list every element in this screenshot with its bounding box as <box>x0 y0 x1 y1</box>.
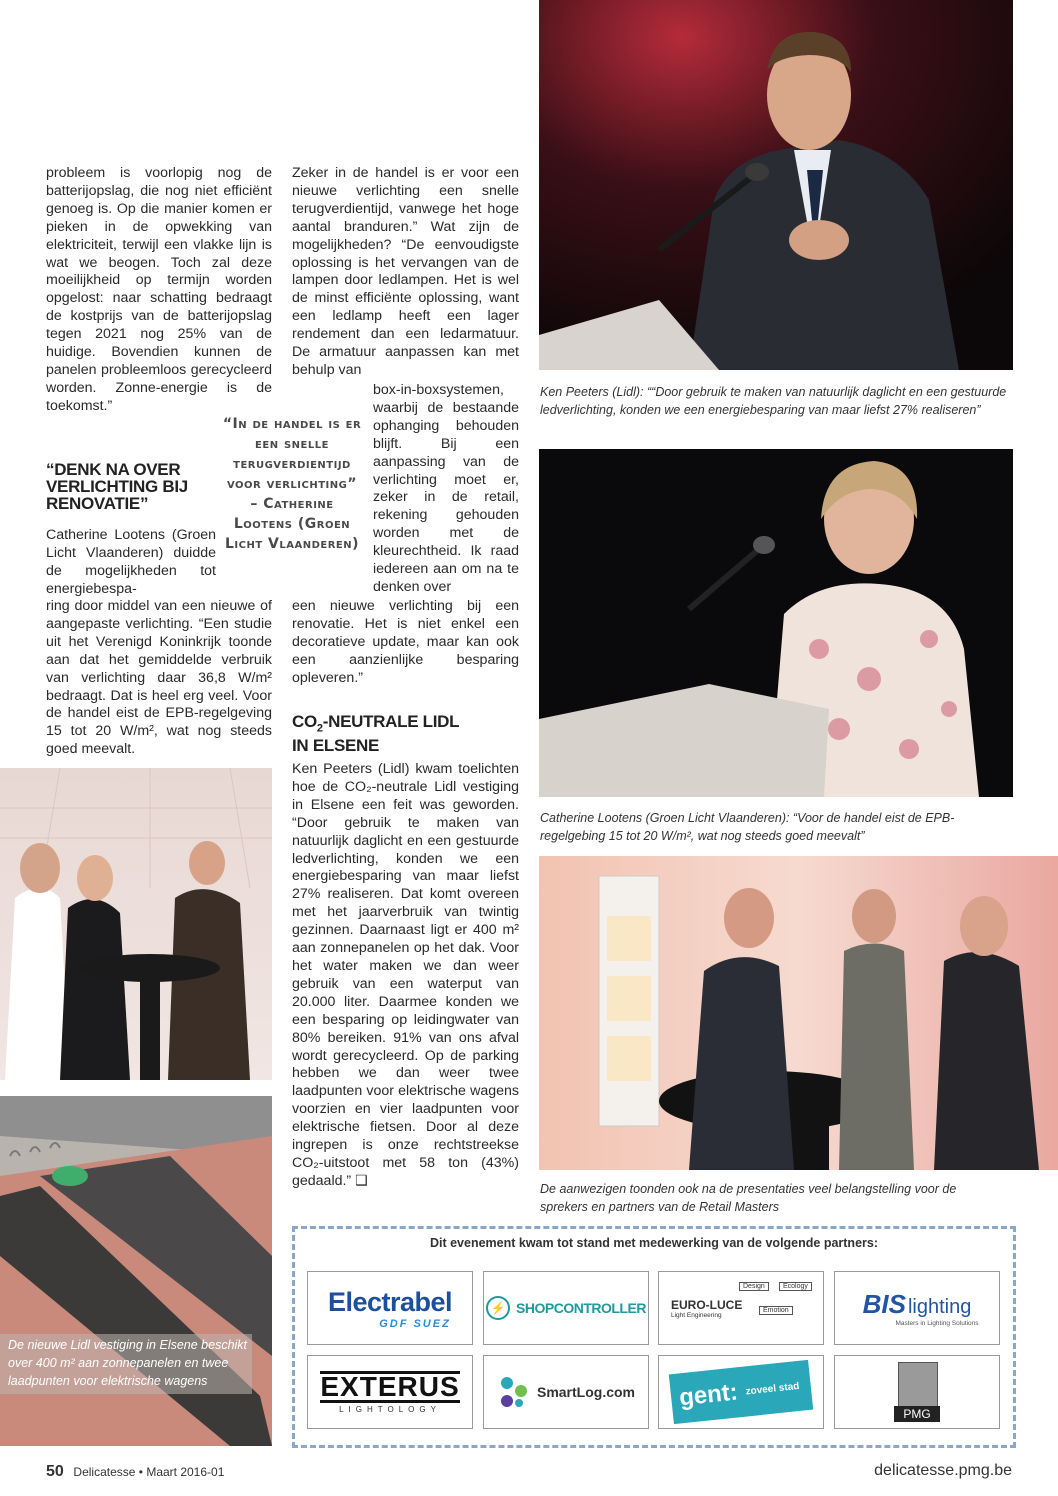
gent-mark <box>669 1360 813 1424</box>
col2-heading-post: -NEUTRALE LIDL IN ELSENE <box>292 712 459 756</box>
lightning-icon: ⚡ <box>486 1296 510 1320</box>
bis-mark <box>863 1289 972 1320</box>
col1-para1 <box>46 165 272 416</box>
exterus-sub: LIGHTOLOGY <box>339 1404 441 1414</box>
euroluce-ecology: Ecology <box>779 1282 812 1291</box>
pull-quote <box>222 414 362 554</box>
logo-smartlog <box>483 1355 649 1429</box>
shopcontroller-wordmark: SHOPCONTROLLER <box>516 1300 646 1316</box>
caption-group <box>540 1180 1000 1216</box>
logo-shopcontroller <box>483 1271 649 1345</box>
euroluce-emotion: Emotion <box>759 1306 793 1315</box>
col2-para1-rest-text: een nieuwe verlichting bij een renovatie. Het is niet enkel een decoratieve update, maar kan ook een aanzienlijke besparing opleveren.” <box>292 598 519 686</box>
col1-para2-top-text: Catherine Lootens (Groen Licht Vlaanderen) duidde de mogelijkheden tot energiebespa- <box>46 527 216 597</box>
col2-para1-rest <box>292 598 519 688</box>
exterus-wordmark: EXTERUS <box>320 1370 460 1402</box>
partners-title: Dit evenement kwam tot stand met medewerking van de volgende partners: <box>429 1236 879 1250</box>
smartlog-wordmark: SmartLog.com <box>536 1384 635 1400</box>
col2-heading-pre: CO <box>292 712 317 731</box>
bis-wordmark: BIS <box>862 1289 906 1319</box>
logo-electrabel <box>307 1271 473 1345</box>
logo-exterus <box>307 1355 473 1429</box>
col1-para1-text: probleem is voorlopig nog de batterijopslag, die nog niet efficiënt genoeg is. Op die manier komen er pieken in de opwekking van elektriciteit, terwijl een vlakke lijn is wat we beogen. Toch zal deze moeilijkheid op termijn worden opgelost: naar schatting bedraagt de kostprijs van de batterijopslag tegen 2021 nog 25% van de huidige. Bovendien kunnen de panelen probleemloos gerecycleerd worden. Zonne-energie is de toekomst.” <box>46 165 272 414</box>
footer-website[interactable] <box>874 1462 1012 1480</box>
col1-para2-top <box>46 527 216 599</box>
photo-networking <box>0 768 272 1080</box>
pmg-mark <box>894 1362 940 1422</box>
col2-para1-narrow <box>373 382 519 597</box>
electrabel-sub: GDF SUEZ <box>379 1317 451 1330</box>
col2-heading <box>292 713 472 754</box>
col2-para1-top-text: Zeker in de handel is er voor een nieuwe verlichting een snelle terugverdientijd, vanwege het hoge aantal branduren.” Wat zijn de mogelijkheden? “De eenvoudigste oplossing is het vervangen van de lampen door ledlampen. Het is wel de minst efficiënte oplossing, want een ledlamp heeft een lager rendement dan een ledarmatuur. De armatuur aanpassen kan met behulp van <box>292 165 519 378</box>
caption-catherine-text: Catherine Lootens (Groen Licht Vlaanderen): “Voor de handel eist de EPB-regelgebing 15 tot 20 W/m², wat nog steeds goed meevalt” <box>540 811 955 843</box>
euroluce-design: Design <box>739 1282 769 1291</box>
caption-catherine <box>540 809 1010 845</box>
col2-para1-narrow-text: box-in-boxsystemen, waarbij de bestaande ophanging behouden blijft. Bij een aanpassing van de verlichting moet er, zeker in de retail, rekening gehouden worden met de kleurechtheid. Ik raad iedereen aan om na te denken over <box>373 382 519 595</box>
publication-info: Delicatesse • Maart 2016-01 <box>73 1465 225 1479</box>
website-link[interactable]: delicatesse.pmg.be <box>874 1462 1012 1479</box>
col1-para2-rest-text: ring door middel van een nieuwe of aangepaste verlichting. “Een studie uit het Verenigd Koninkrijk toonde aan dat het gemiddelde verbruik van verlichting daar 36,8 W/m² bedraagt. Dat is heel erg veel. Voor de handel eist de EPB-regelgeving 15 tot 20 W/m², wat nog steeds goed meevalt. <box>46 598 272 758</box>
caption-parking-text: De nieuwe Lidl vestiging in Elsene beschikt over 400 m² aan zonnepanelen en twee laadpunten voor elektrische wagens <box>8 1338 248 1388</box>
photo-group <box>539 856 1058 1170</box>
euroluce-sub: Light Engineering <box>671 1312 722 1319</box>
bis-lighting-wordmark: lighting <box>907 1296 972 1318</box>
footer-left <box>46 1463 224 1481</box>
partners-box <box>292 1226 1016 1448</box>
electrabel-wordmark: Electrabel <box>327 1286 453 1317</box>
col2-para2-text: Ken Peeters (Lidl) kwam toelichten hoe de CO₂-neutrale Lidl vestiging in Elsene een feit was geworden. “Door gebruik te maken van natuurlijk daglicht en een gestuurde ledverlichting, konden we een energiebesparing van maar liefst 27% realiseren. Dat komt overeen met het jaarverbruik van twintig gezinnen. Daarnaast ligt er 400 m² aan zonnepanelen op het dak. Voor het water maken we dan weer gebruik van een waterput van 20.000 liter. Daarmee konden we een besparing op leidingwater van 80% bereiken. 91% van ons afval wordt gerecycleerd. Op de parking hebben we dan weer twee laadpunten voor elektrische wagens voorzien en vier laadpunten voor elektrische fietsen. Door al deze ingrepen is onze rechtstreekse CO₂-uitstoot met 58 ton (43%) gedaald.” ❑ <box>292 761 519 1189</box>
col1-heading <box>46 461 196 512</box>
euroluce-wordmark: EURO-LUCE <box>671 1298 743 1312</box>
logo-gent <box>658 1355 824 1429</box>
euroluce-mark <box>667 1280 815 1336</box>
bis-sub: Masters in Lighting Solutions <box>895 1320 979 1327</box>
caption-ken <box>540 383 1010 419</box>
caption-ken-text: Ken Peeters (Lidl): ““Door gebruik te maken van natuurlijk daglicht en een gestuurde ledverlichting, konden we een energiebesparing van maar liefst 27% realiseren” <box>540 385 1007 417</box>
logo-bis-lighting <box>834 1271 1000 1345</box>
smartlog-icon <box>497 1375 531 1409</box>
col1-para2-rest <box>46 598 272 759</box>
caption-group-text: De aanwezigen toonden ook na de presentaties veel belangstelling voor de sprekers en partners van de Retail Masters <box>540 1182 957 1214</box>
logo-pmg <box>834 1355 1000 1429</box>
logo-euroluce <box>658 1271 824 1345</box>
caption-parking <box>0 1334 252 1394</box>
page-number: 50 <box>46 1463 64 1480</box>
photo-ken-peeters <box>539 0 1013 370</box>
col2-heading-sub: 2 <box>316 722 323 735</box>
pmg-book-icon <box>898 1362 938 1408</box>
pull-quote-text: “In de handel is er een snelle terugverdientijd voor verlichting” – Catherine Lootens (Groen Licht Vlaanderen) <box>222 416 362 552</box>
pmg-wordmark: PMG <box>894 1406 940 1422</box>
col1-heading-text: “DENK NA OVER VERLICHTING BIJ RENOVATIE” <box>46 460 188 513</box>
photo-catherine-lootens <box>539 449 1013 797</box>
gent-wordmark: gent: <box>677 1378 740 1412</box>
gent-sub: zoveel stad <box>745 1380 800 1397</box>
col2-para2 <box>292 761 519 1191</box>
col2-para1-top <box>292 165 519 380</box>
